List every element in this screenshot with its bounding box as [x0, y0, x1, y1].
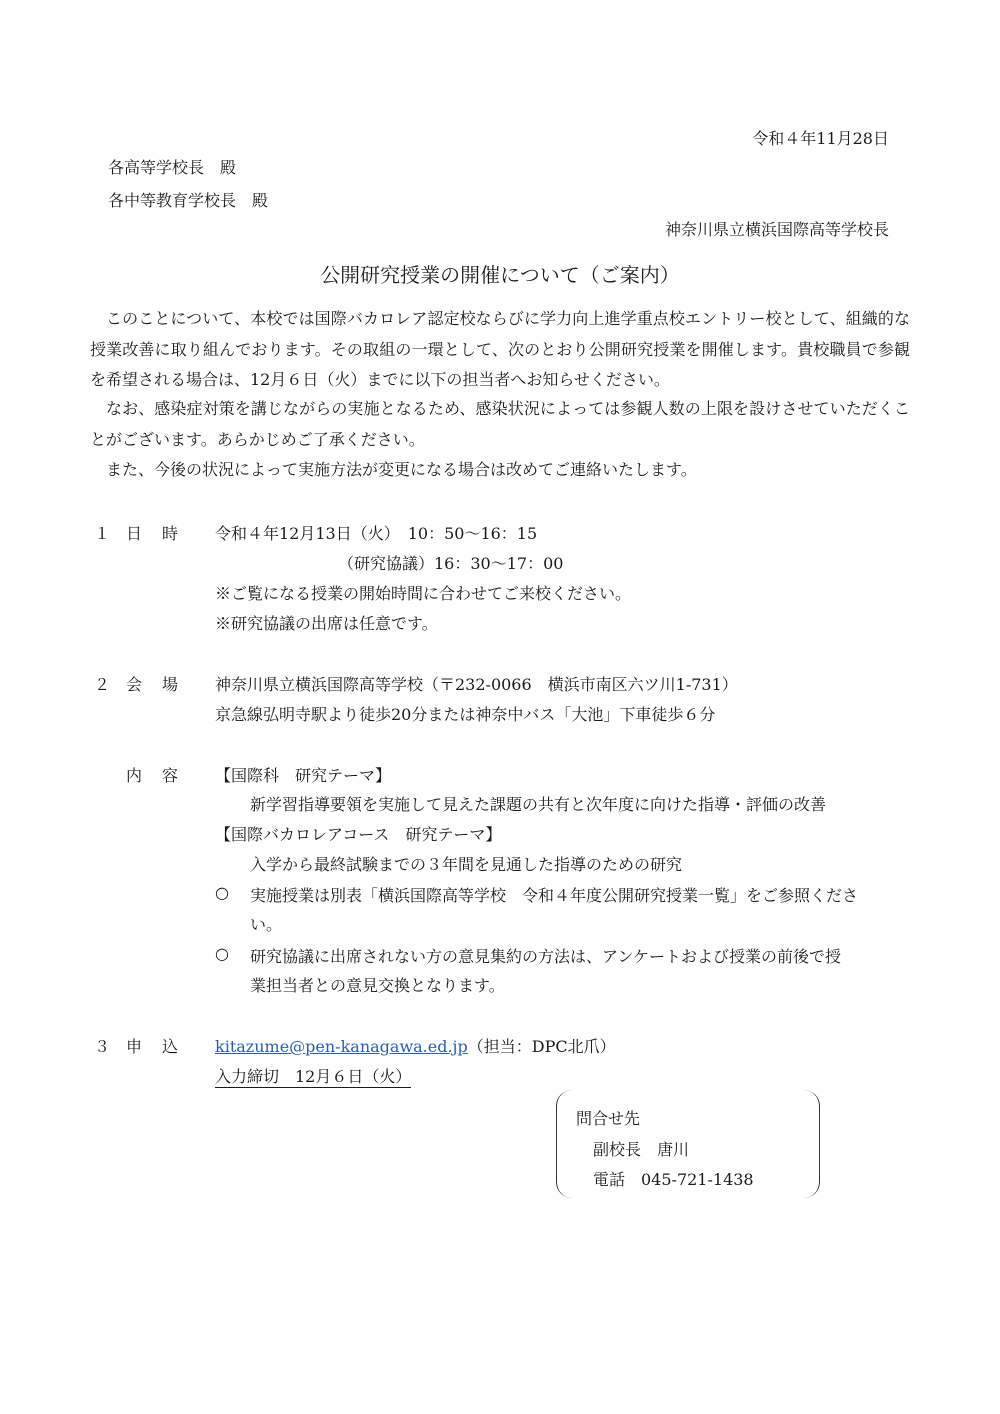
- intro-paragraph-3: また、今後の状況によって実施方法が変更になる場合は改めてご連絡いたします。: [106, 460, 697, 479]
- datetime-discussion: （研究協議）16：30～17：00: [338, 554, 564, 573]
- section-content-label: 内 容: [126, 766, 179, 785]
- sender: 神奈川県立横浜国際高等学校長: [664, 220, 889, 239]
- apply-deadline: 入力締切 12月６日（火）: [215, 1067, 412, 1086]
- section-datetime-number: １: [94, 524, 111, 543]
- apply-line: [215, 1034, 616, 1057]
- section-venue-label: 会 場: [126, 675, 179, 694]
- bullet-2-line-2: 業担当者との意見交換となります。: [250, 976, 505, 995]
- bullet-1-mark: ○: [215, 883, 229, 902]
- intro-paragraph-2: なお、感染症対策を講じながらの実施となるため、感染状況によっては参観人数の上限を設けさせていただくことがございます。あらかじめご了承ください。: [90, 399, 910, 449]
- bullet-2-mark: ○: [215, 944, 229, 963]
- apply-contact-person: （担当：DPC北爪）: [467, 1037, 616, 1056]
- bullet-2-line-1: 研究協議に出席されない方の意見集約の方法は、アンケートおよび授業の前後で授: [250, 947, 842, 966]
- bullet-1-line-1: 実施授業は別表「横浜国際高等学校 令和４年度公開研究授業一覧」をご参照くださ: [250, 886, 859, 905]
- section-apply-number: ３: [94, 1037, 111, 1056]
- venue-address: 神奈川県立横浜国際高等学校（〒232-0066 横浜市南区六ツ川1-731）: [215, 675, 738, 694]
- datetime-note-arrival: ※ご覧になる授業の開始時間に合わせてご来校ください。: [215, 584, 632, 603]
- venue-access: 京急線弘明寺駅より徒歩20分または神奈中バス「大池」下車徒歩６分: [215, 705, 716, 724]
- intro-paragraph-1: このことについて、本校では国際バカロレア認定校ならびに学力向上進学重点校エントリー校として、組織的な授業改善に取り組んでおります。その取組の一環として、次のとおり公開研究授業を開催します。貴校職員で参観を希望される場合は、12月６日（火）までに以下の担当者へお知らせください。: [90, 309, 910, 389]
- contact-phone: 電話 045-721-1438: [593, 1170, 754, 1189]
- theme2-heading: 【国際バカロレアコース 研究テーマ】: [215, 825, 502, 844]
- theme1-text: 新学習指導要領を実施して見えた課題の共有と次年度に向けた指導・評価の改善: [250, 795, 827, 814]
- recipient-high-school: 各高等学校長 殿: [108, 158, 237, 177]
- section-datetime-label: 日 時: [126, 524, 179, 543]
- recipient-secondary-school: 各中等教育学校長 殿: [108, 191, 269, 210]
- theme1-heading: 【国際科 研究テーマ】: [215, 766, 392, 785]
- apply-email-link[interactable]: kitazume@pen-kanagawa.ed.jp: [215, 1037, 468, 1056]
- contact-person: 副校長 唐川: [593, 1140, 690, 1159]
- document-title: 公開研究授業の開催について（ご案内）: [320, 263, 680, 287]
- section-venue-number: ２: [94, 675, 111, 694]
- section-apply-label: 申 込: [126, 1037, 179, 1056]
- datetime-main: 令和４年12月13日（火） 10：50～16：15: [215, 524, 538, 543]
- theme2-text: 入学から最終試験までの３年間を見通した指導のための研究: [250, 855, 683, 874]
- document-date: 令和４年11月28日: [752, 129, 889, 148]
- datetime-note-optional: ※研究協議の出席は任意です。: [215, 614, 438, 633]
- contact-heading: 問合せ先: [576, 1109, 641, 1128]
- bullet-1-line-2: い。: [250, 915, 283, 934]
